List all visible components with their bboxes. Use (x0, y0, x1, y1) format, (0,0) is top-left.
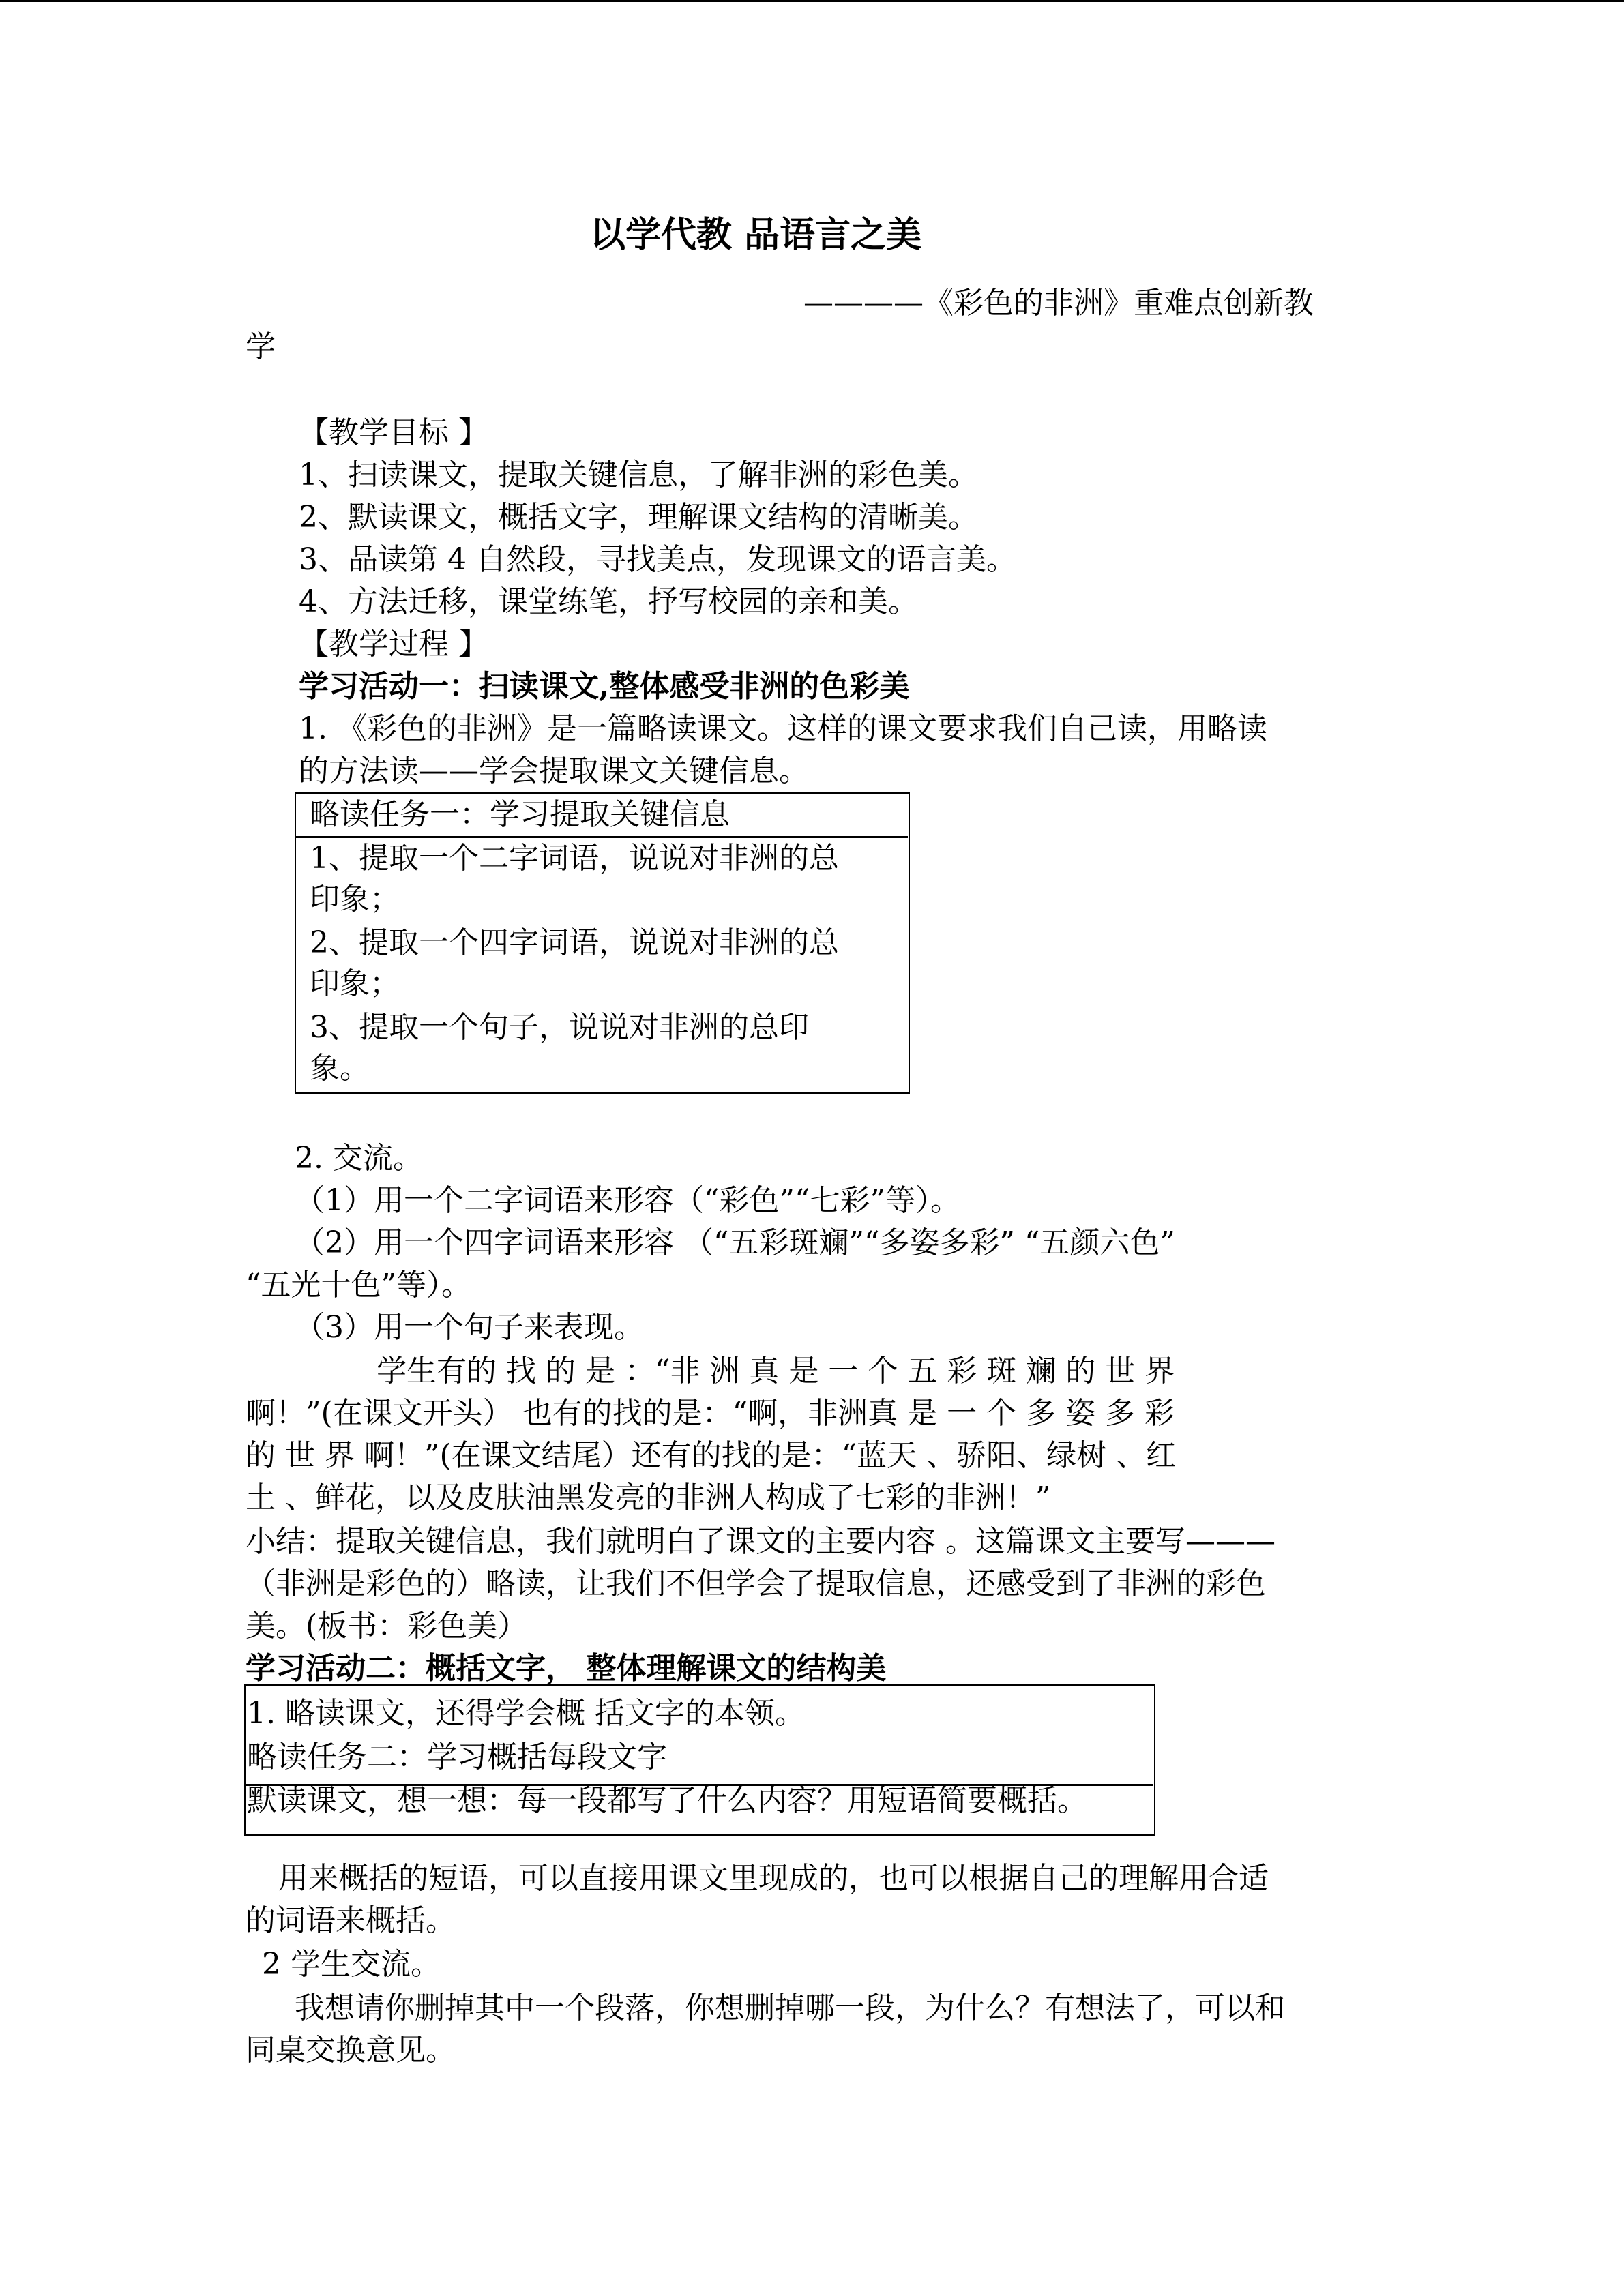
student-answers: 学生有的 找 的 是 ：“非 洲 真 是 一 个 五 彩 斑 斓 的 世 界 (377, 1354, 1175, 1388)
task-box-line: 默读课文，想一想：每一段都写了什么内容？用短语简要概括。 (247, 1783, 1087, 1818)
student-answers-cont: 啊！”(在课文开头） 也有的找的是：“啊，非洲真 是 一 个 多 姿 多 彩 (246, 1396, 1175, 1431)
document-title: 以学代教 品语言之美 (590, 214, 922, 256)
section-heading-goals: 【教学目标 】 (299, 415, 488, 450)
task-line: 2、提取一个四字词语，说说对非洲的总 (310, 925, 839, 960)
section-heading-process: 【教学过程 】 (299, 627, 488, 661)
task-box-2 (244, 1684, 1155, 1836)
paragraph: 2 学生交流。 (262, 1947, 441, 1982)
task-line: 象。 (310, 1051, 370, 1086)
paragraph: 我想请你删掉其中一个段落，你想删掉哪一段，为什么？有想法了，可以和 (295, 1991, 1285, 2025)
exchange-item: （2）用一个四字词语来形容 （“五彩斑斓”“多姿多彩” “五颜六色” (295, 1225, 1175, 1260)
activity1-heading: 学习活动一：扫读课文,整体感受非洲的色彩美 (299, 669, 910, 704)
document-subtitle: ————《彩色的非洲》重难点创新教 (803, 286, 1314, 320)
summary-paragraph: 小结：提取关键信息，我们就明白了课文的主要内容 。这篇课文主要写——— (246, 1524, 1275, 1559)
activity1-paragraph: 1. 《彩色的非洲》是一篇略读课文。这样的课文要求我们自己读，用略读 (299, 711, 1267, 746)
student-answers-cont: 的 世 界 啊！”(在课文结尾）还有的找的是：“蓝天 、骄阳、绿树 、红 (246, 1438, 1177, 1473)
task-box-1 (295, 792, 910, 1094)
goal-item: 4、方法迁移，课堂练笔，抒写校园的亲和美。 (299, 584, 918, 619)
task-box-divider (296, 836, 908, 838)
goal-item: 1、扫读课文，提取关键信息，了解非洲的彩色美。 (299, 458, 978, 492)
task-box-header: 略读任务二：学习概括每段文字 (247, 1740, 667, 1774)
task-box-header: 略读任务一：学习提取关键信息 (310, 797, 730, 832)
student-answers-cont: 土 、鲜花，以及皮肤油黑发亮的非洲人构成了七彩的非洲！” (246, 1480, 1051, 1515)
task-line: 1、提取一个二字词语，说说对非洲的总 (310, 841, 839, 876)
activity2-heading: 学习活动二：概括文字， 整体理解课文的结构美 (246, 1651, 887, 1686)
activity1-paragraph-cont: 的方法读——学会提取课文关键信息。 (299, 754, 809, 788)
document-subtitle-cont: 学 (246, 329, 276, 364)
page-top-rule (0, 0, 1624, 2)
exchange-heading: 2. 交流。 (295, 1141, 423, 1176)
goal-item: 3、品读第 4 自然段，寻找美点，发现课文的语言美。 (299, 542, 1016, 577)
goal-item: 2、默读课文，概括文字，理解课文结构的清晰美。 (299, 500, 978, 535)
exchange-item-cont: “五光十色”等）。 (246, 1268, 471, 1302)
task-line: 印象； (310, 882, 400, 916)
exchange-item: （1）用一个二字词语来形容（“彩色”“七彩”等）。 (295, 1183, 960, 1218)
task-line: 3、提取一个句子，说说对非洲的总印 (310, 1010, 809, 1045)
task-line: 印象； (310, 966, 400, 1001)
paragraph-cont: 的词语来概括。 (246, 1903, 456, 1938)
summary-paragraph-cont: 美。(板书：彩色美） (246, 1609, 528, 1643)
exchange-item: （3）用一个句子来表现。 (295, 1310, 644, 1345)
paragraph-cont: 同桌交换意见。 (246, 2033, 456, 2068)
summary-paragraph-cont: （非洲是彩色的）略读，让我们不但学会了提取信息，还感受到了非洲的彩色 (246, 1566, 1266, 1601)
task-box-line: 1. 略读课文，还得学会概 括文字的本领。 (247, 1696, 805, 1731)
paragraph: 用来概括的短语，可以直接用课文里现成的，也可以根据自己的理解用合适 (278, 1861, 1269, 1896)
